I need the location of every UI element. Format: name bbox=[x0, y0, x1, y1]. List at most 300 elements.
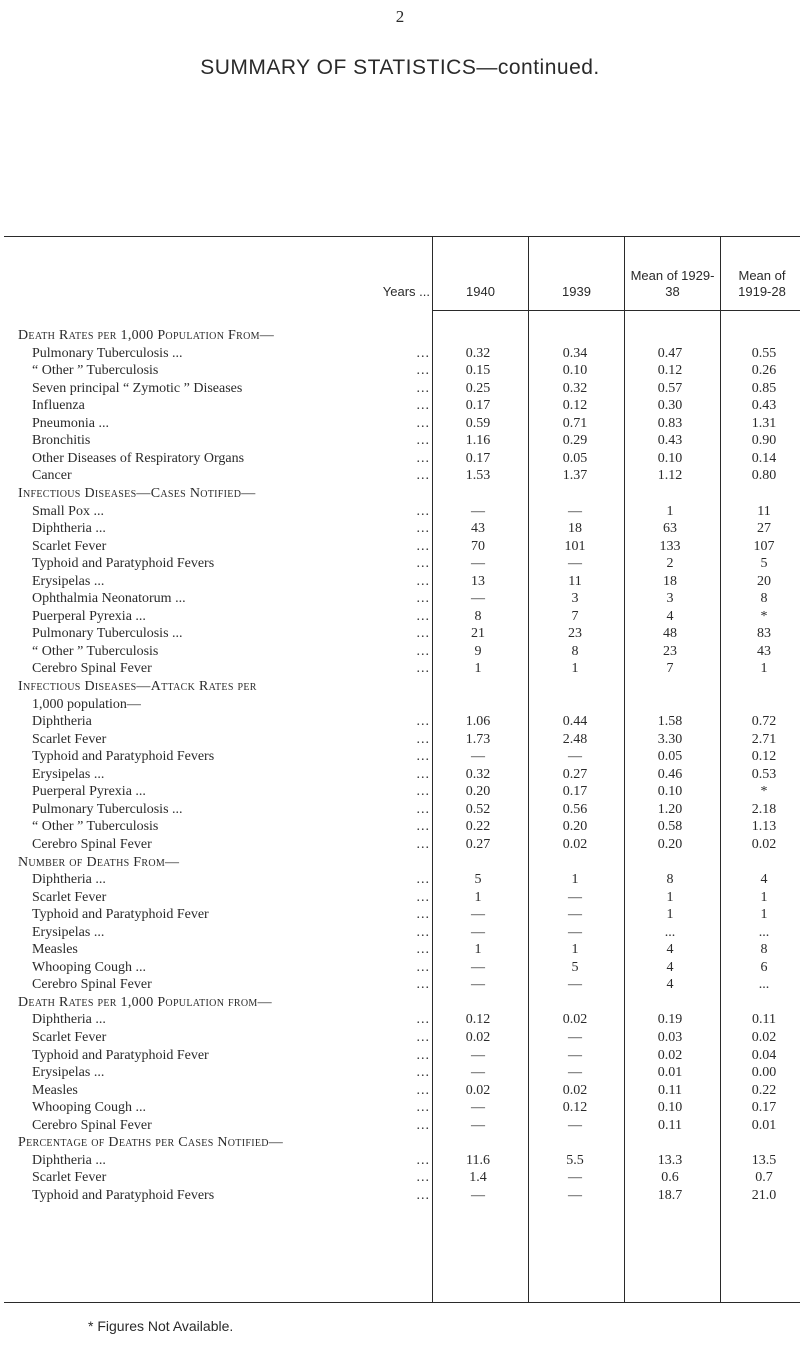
row-label: Diphtheria ... bbox=[32, 1012, 106, 1028]
row-label: Scarlet Fever bbox=[32, 538, 107, 554]
table-row bbox=[0, 1029, 800, 1046]
row-label: “ Other ” Tuberculosis bbox=[32, 363, 159, 379]
table-cell: 8 bbox=[571, 643, 579, 659]
table-cell: 48 bbox=[663, 626, 677, 642]
leader-dots: ... bbox=[416, 1012, 430, 1028]
table-cell: 0.72 bbox=[751, 714, 777, 730]
table-cell: 23 bbox=[663, 643, 677, 659]
column-header: Mean of 1929-38 bbox=[630, 268, 715, 299]
leader-dots: ... bbox=[416, 1030, 430, 1045]
table-row bbox=[0, 503, 800, 520]
table-cell: — bbox=[471, 907, 485, 923]
table-row bbox=[0, 713, 800, 730]
table-cell: 0.11 bbox=[658, 1117, 682, 1133]
table-cell: 8 bbox=[760, 591, 768, 607]
table-bottom-rule bbox=[4, 1302, 800, 1303]
table-cell: * bbox=[760, 608, 768, 624]
row-label: Cerebro Spinal Fever bbox=[32, 1117, 152, 1133]
row-label: Ophthalmia Neonatorum ... bbox=[32, 591, 186, 607]
column-header: 1939 bbox=[562, 284, 591, 299]
row-label: Diphtheria ... bbox=[32, 872, 106, 888]
table-row bbox=[0, 1082, 800, 1099]
table-cell: — bbox=[568, 889, 582, 905]
table-cell: 0.57 bbox=[657, 380, 683, 396]
table-row bbox=[0, 467, 800, 484]
table-cell: — bbox=[568, 503, 582, 519]
table-cell: 18.7 bbox=[657, 1187, 683, 1203]
table-cell: — bbox=[568, 1170, 582, 1186]
table-cell: 0.17 bbox=[751, 1100, 777, 1116]
leader-dots: ... bbox=[416, 872, 430, 888]
table-cell: — bbox=[471, 977, 485, 993]
table-cell: 0.53 bbox=[751, 766, 777, 782]
table-cell: 107 bbox=[753, 538, 775, 554]
table-cell: 1.58 bbox=[657, 714, 683, 730]
table-row bbox=[0, 555, 800, 572]
table-cell: 0.11 bbox=[658, 1082, 682, 1098]
row-label: Erysipelas ... bbox=[32, 766, 105, 782]
section-heading bbox=[0, 485, 800, 502]
row-label: Erysipelas ... bbox=[32, 1065, 105, 1081]
leader-dots: ... bbox=[416, 942, 430, 958]
table-cell: 0.10 bbox=[657, 450, 683, 466]
table-cell: 0.27 bbox=[562, 766, 588, 782]
table-cell: 0.26 bbox=[751, 363, 777, 379]
table-cell: 0.80 bbox=[751, 468, 777, 484]
table-cell: 0.10 bbox=[657, 1100, 683, 1116]
table-cell: 1 bbox=[760, 907, 768, 923]
leader-dots: ... bbox=[416, 819, 430, 835]
table-cell: 9 bbox=[474, 643, 482, 659]
table-cell: — bbox=[568, 1117, 582, 1133]
section-heading bbox=[0, 696, 800, 713]
leader-dots: ... bbox=[416, 749, 430, 765]
table-row bbox=[0, 590, 800, 607]
table-row bbox=[0, 748, 800, 765]
table-cell: 0.6 bbox=[661, 1170, 679, 1186]
row-label: Typhoid and Paratyphoid Fevers bbox=[32, 556, 215, 572]
leader-dots: ... bbox=[416, 1117, 430, 1133]
row-label: Typhoid and Paratyphoid Fever bbox=[32, 907, 209, 923]
table-cell: 11 bbox=[757, 503, 771, 519]
section-heading bbox=[0, 854, 800, 871]
table-row bbox=[0, 889, 800, 906]
section-heading bbox=[0, 1134, 800, 1151]
table-cell: 0.02 bbox=[751, 1030, 777, 1045]
table-cell: — bbox=[568, 977, 582, 993]
table-cell: 1 bbox=[571, 942, 579, 958]
table-cell: 0.10 bbox=[657, 784, 683, 800]
table-cell: 1.13 bbox=[751, 819, 777, 835]
table-cell: — bbox=[568, 1187, 582, 1203]
leader-dots: ... bbox=[416, 784, 430, 800]
table-cell: 83 bbox=[757, 626, 771, 642]
table-row bbox=[0, 432, 800, 449]
table-cell: 4 bbox=[666, 959, 674, 975]
table-row bbox=[0, 959, 800, 976]
leader-dots: ... bbox=[416, 977, 430, 993]
table-cell: 0.02 bbox=[562, 836, 588, 852]
table-cell: 0.12 bbox=[465, 1012, 491, 1028]
table-row bbox=[0, 380, 800, 397]
row-label: Influenza bbox=[32, 398, 85, 414]
table-cell: 1 bbox=[760, 661, 768, 677]
table-row bbox=[0, 871, 800, 888]
table-row bbox=[0, 608, 800, 625]
table-cell: 0.46 bbox=[657, 766, 683, 782]
table-row bbox=[0, 1117, 800, 1134]
row-label: Cerebro Spinal Fever bbox=[32, 977, 152, 993]
table-cell: 1.4 bbox=[469, 1170, 487, 1186]
table-row bbox=[0, 1187, 800, 1204]
section-heading bbox=[0, 994, 800, 1011]
leader-dots: ... bbox=[416, 1082, 430, 1098]
table-cell: 0.47 bbox=[657, 345, 683, 361]
table-cell: 18 bbox=[663, 573, 677, 589]
table-cell: 4 bbox=[666, 977, 674, 993]
leader-dots: ... bbox=[416, 1152, 430, 1168]
table-cell: 27 bbox=[757, 521, 771, 537]
section-label: Death Rates per 1,000 Population From— bbox=[18, 328, 275, 343]
table-cell: 0.01 bbox=[751, 1117, 777, 1133]
section-label: 1,000 population— bbox=[32, 696, 141, 712]
table-cell: — bbox=[568, 924, 582, 940]
table-row bbox=[0, 1169, 800, 1186]
table-cell: 2.48 bbox=[562, 731, 588, 747]
row-label: Small Pox ... bbox=[32, 503, 104, 519]
table-cell: 1 bbox=[571, 661, 579, 677]
leader-dots: ... bbox=[416, 643, 430, 659]
table-cell: 8 bbox=[474, 608, 482, 624]
table-cell: — bbox=[568, 556, 582, 572]
table-cell: 0.17 bbox=[465, 450, 491, 466]
leader-dots: ... bbox=[416, 468, 430, 484]
table-cell: 0.52 bbox=[465, 801, 491, 817]
table-cell: 0.02 bbox=[465, 1030, 491, 1045]
table-cell: 0.02 bbox=[657, 1047, 683, 1063]
table-cell: 13 bbox=[471, 573, 485, 589]
table-cell: 0.83 bbox=[657, 415, 683, 431]
leader-dots: ... bbox=[416, 433, 430, 449]
table-cell: 0.05 bbox=[657, 749, 683, 765]
table-cell: 0.7 bbox=[755, 1170, 773, 1186]
leader-dots: ... bbox=[416, 538, 430, 554]
leader-dots: ... bbox=[416, 924, 430, 940]
table-cell: 133 bbox=[659, 538, 681, 554]
table-cell: 23 bbox=[568, 626, 582, 642]
table-cell: — bbox=[471, 924, 485, 940]
table-cell: 0.11 bbox=[752, 1012, 776, 1028]
table-cell: 1.31 bbox=[751, 415, 777, 431]
table-row bbox=[0, 415, 800, 432]
table-cell: 0.12 bbox=[751, 749, 777, 765]
table-cell: 0.17 bbox=[562, 784, 588, 800]
table-cell: 0.59 bbox=[465, 415, 491, 431]
table-cell: — bbox=[471, 503, 485, 519]
section-label: Number of Deaths From— bbox=[18, 854, 180, 870]
table-row bbox=[0, 1099, 800, 1116]
table-cell: 0.05 bbox=[562, 450, 588, 466]
table-row bbox=[0, 538, 800, 555]
table-cell: 13.5 bbox=[751, 1152, 777, 1168]
table-cell: 1.37 bbox=[562, 468, 588, 484]
row-label: Puerperal Pyrexia ... bbox=[32, 608, 146, 624]
table-cell: 1 bbox=[474, 942, 482, 958]
page-number: 2 bbox=[395, 7, 405, 26]
table-row bbox=[0, 1011, 800, 1028]
table-row bbox=[0, 1047, 800, 1064]
table-row bbox=[0, 362, 800, 379]
table-cell: 1.06 bbox=[465, 714, 491, 730]
row-label: Erysipelas ... bbox=[32, 573, 105, 589]
leader-dots: ... bbox=[416, 1100, 430, 1116]
table-cell: 5.5 bbox=[566, 1152, 584, 1168]
leader-dots: ... bbox=[416, 345, 430, 361]
table-cell: 43 bbox=[757, 643, 771, 659]
table-cell: — bbox=[471, 1117, 485, 1133]
row-label: Whooping Cough ... bbox=[32, 1100, 146, 1116]
table-cell: 5 bbox=[474, 872, 482, 888]
header-bottom-rule bbox=[432, 310, 800, 311]
leader-dots: ... bbox=[416, 450, 430, 466]
table-cell: 0.34 bbox=[562, 345, 588, 361]
row-label: Scarlet Fever bbox=[32, 731, 107, 747]
row-label: Erysipelas ... bbox=[32, 924, 105, 940]
table-cell: 0.02 bbox=[562, 1012, 588, 1028]
table-cell: — bbox=[471, 591, 485, 607]
leader-dots: ... bbox=[416, 626, 430, 642]
table-cell: 4 bbox=[666, 608, 674, 624]
row-label: Bronchitis bbox=[32, 433, 91, 449]
row-label: Measles bbox=[32, 1082, 78, 1098]
row-label: Whooping Cough ... bbox=[32, 959, 146, 975]
table-cell: — bbox=[471, 1065, 485, 1081]
leader-dots: ... bbox=[416, 1170, 430, 1186]
leader-dots: ... bbox=[416, 1065, 430, 1081]
table-cell: 0.03 bbox=[657, 1030, 683, 1045]
table-row bbox=[0, 731, 800, 748]
row-label: Diphtheria ... bbox=[32, 1152, 106, 1168]
section-heading bbox=[0, 327, 800, 344]
leader-dots: ... bbox=[416, 889, 430, 905]
row-label: Typhoid and Paratyphoid Fever bbox=[32, 1047, 209, 1063]
table-row bbox=[0, 573, 800, 590]
page-title: SUMMARY OF STATISTICS—continued. bbox=[200, 56, 600, 79]
leader-dots: ... bbox=[416, 907, 430, 923]
table-row bbox=[0, 520, 800, 537]
table-cell: 0.85 bbox=[751, 380, 777, 396]
table-row bbox=[0, 976, 800, 993]
table-cell: 1 bbox=[571, 872, 579, 888]
row-label: Typhoid and Paratyphoid Fevers bbox=[32, 1187, 215, 1203]
section-label: Death Rates per 1,000 Population from— bbox=[18, 994, 272, 1010]
table-cell: 0.22 bbox=[465, 819, 491, 835]
table-cell: 20 bbox=[757, 573, 771, 589]
table-row bbox=[0, 906, 800, 923]
table-cell: — bbox=[471, 1187, 485, 1203]
table-cell: 1 bbox=[666, 907, 674, 923]
table-row bbox=[0, 1064, 800, 1081]
table-cell: 1 bbox=[760, 889, 768, 905]
row-label: Cancer bbox=[32, 468, 72, 484]
leader-dots: ... bbox=[416, 801, 430, 817]
column-header: Mean of 1919-28 bbox=[738, 268, 786, 299]
footnote: * Figures Not Available. bbox=[88, 1318, 234, 1334]
table-cell: 2 bbox=[666, 556, 674, 572]
leader-dots: ... bbox=[416, 415, 430, 431]
table-cell: ... bbox=[758, 977, 770, 993]
table-cell: — bbox=[471, 556, 485, 572]
row-label: Typhoid and Paratyphoid Fevers bbox=[32, 749, 215, 765]
table-cell: ... bbox=[664, 924, 676, 940]
table-row bbox=[0, 783, 800, 800]
table-cell: — bbox=[568, 907, 582, 923]
row-label: Seven principal “ Zymotic ” Diseases bbox=[32, 380, 243, 396]
table-cell: 1.20 bbox=[657, 801, 683, 817]
table-cell: — bbox=[568, 749, 582, 765]
table-row bbox=[0, 836, 800, 853]
table-cell: 0.20 bbox=[657, 836, 683, 852]
table-cell: 0.17 bbox=[465, 398, 491, 414]
row-label: Pulmonary Tuberculosis ... bbox=[32, 345, 183, 361]
table-cell: 21.0 bbox=[751, 1187, 777, 1203]
leader-dots: ... bbox=[416, 573, 430, 589]
table-cell: 0.19 bbox=[657, 1012, 683, 1028]
table-cell: 0.14 bbox=[751, 450, 777, 466]
table-cell: 0.20 bbox=[465, 784, 491, 800]
table-cell: 2.71 bbox=[751, 731, 777, 747]
table-cell: 11.6 bbox=[466, 1152, 490, 1168]
table-row bbox=[0, 1152, 800, 1169]
table-cell: 0.58 bbox=[657, 819, 683, 835]
leader-dots: ... bbox=[416, 836, 430, 852]
table-cell: 0.01 bbox=[657, 1065, 683, 1081]
table-cell: 0.00 bbox=[751, 1065, 777, 1081]
table-cell: 0.44 bbox=[562, 714, 588, 730]
leader-dots: ... bbox=[416, 556, 430, 572]
leader-dots: ... bbox=[416, 363, 430, 379]
table-cell: 0.25 bbox=[465, 380, 491, 396]
row-label: Scarlet Fever bbox=[32, 1170, 107, 1186]
table-cell: — bbox=[471, 749, 485, 765]
row-label: Scarlet Fever bbox=[32, 1030, 107, 1045]
table-cell: 8 bbox=[666, 872, 674, 888]
row-label: Puerperal Pyrexia ... bbox=[32, 784, 146, 800]
table-cell: 1.73 bbox=[465, 731, 491, 747]
row-label: “ Other ” Tuberculosis bbox=[32, 643, 159, 659]
leader-dots: ... bbox=[416, 503, 430, 519]
table-cell: — bbox=[471, 959, 485, 975]
leader-dots: ... bbox=[416, 591, 430, 607]
row-label: Pulmonary Tuberculosis ... bbox=[32, 626, 183, 642]
table-cell: 0.02 bbox=[465, 1082, 491, 1098]
leader-dots: ... bbox=[416, 521, 430, 537]
table-row bbox=[0, 801, 800, 818]
table-row bbox=[0, 450, 800, 467]
section-heading bbox=[0, 678, 800, 695]
table-row bbox=[0, 345, 800, 362]
table-cell: — bbox=[568, 1047, 582, 1063]
table-cell: 3.30 bbox=[657, 731, 683, 747]
leader-dots: ... bbox=[416, 959, 430, 975]
leader-dots: ... bbox=[416, 1047, 430, 1063]
table-cell: * bbox=[760, 784, 768, 800]
table-cell: 11 bbox=[568, 573, 582, 589]
leader-dots: ... bbox=[416, 731, 430, 747]
leader-dots: ... bbox=[416, 608, 430, 624]
table-cell: 0.43 bbox=[751, 398, 777, 414]
row-label: Cerebro Spinal Fever bbox=[32, 661, 152, 677]
table-cell: 0.71 bbox=[562, 415, 588, 431]
row-label: Other Diseases of Respiratory Organs bbox=[32, 450, 245, 466]
table-cell: — bbox=[471, 1100, 485, 1116]
table-cell: 3 bbox=[666, 591, 674, 607]
row-label: Diphtheria bbox=[32, 714, 92, 730]
table-cell: 2.18 bbox=[751, 801, 777, 817]
row-label: Pneumonia ... bbox=[32, 415, 109, 431]
table-cell: 0.22 bbox=[751, 1082, 777, 1098]
table-cell: ... bbox=[758, 924, 770, 940]
table-cell: 0.10 bbox=[562, 363, 588, 379]
table-cell: 0.32 bbox=[465, 766, 491, 782]
table-cell: 0.29 bbox=[562, 433, 588, 449]
table-cell: 0.02 bbox=[751, 836, 777, 852]
table-cell: 0.30 bbox=[657, 398, 683, 414]
table-cell: 0.15 bbox=[465, 363, 491, 379]
table-cell: 0.32 bbox=[562, 380, 588, 396]
section-label: Infectious Diseases—Attack Rates per bbox=[18, 679, 257, 694]
table-cell: 8 bbox=[760, 942, 768, 958]
row-label: “ Other ” Tuberculosis bbox=[32, 819, 159, 835]
table-cell: 0.04 bbox=[751, 1047, 777, 1063]
table-row bbox=[0, 643, 800, 660]
table-cell: 0.32 bbox=[465, 345, 491, 361]
leader-dots: ... bbox=[416, 398, 430, 414]
row-label: Diphtheria ... bbox=[32, 521, 106, 537]
table-cell: 3 bbox=[571, 591, 579, 607]
table-cell: 0.55 bbox=[751, 345, 777, 361]
row-label: Scarlet Fever bbox=[32, 889, 107, 905]
table-cell: 0.56 bbox=[562, 801, 588, 817]
table-cell: 63 bbox=[663, 521, 677, 537]
table-cell: 0.12 bbox=[562, 1100, 588, 1116]
table-row bbox=[0, 625, 800, 642]
table-cell: 1 bbox=[474, 889, 482, 905]
table-cell: 5 bbox=[571, 959, 579, 975]
table-cell: 21 bbox=[471, 626, 485, 642]
table-row bbox=[0, 766, 800, 783]
table-cell: 7 bbox=[571, 608, 579, 624]
column-header: 1940 bbox=[466, 284, 495, 299]
table-cell: 0.20 bbox=[562, 819, 588, 835]
table-row bbox=[0, 941, 800, 958]
table-cell: 0.12 bbox=[562, 398, 588, 414]
section-label: Percentage of Deaths per Cases Notified— bbox=[18, 1135, 284, 1151]
table-cell: 1.12 bbox=[657, 468, 683, 484]
row-label: Measles bbox=[32, 942, 78, 958]
table-cell: — bbox=[471, 1047, 485, 1063]
years-header: Years ... bbox=[382, 284, 430, 299]
table-top-rule bbox=[4, 236, 800, 237]
table-row bbox=[0, 924, 800, 941]
table-cell: 1 bbox=[474, 661, 482, 677]
table-cell: 0.27 bbox=[465, 836, 491, 852]
table-cell: — bbox=[568, 1030, 582, 1045]
table-cell: 1.53 bbox=[465, 468, 491, 484]
table-row bbox=[0, 660, 800, 677]
leader-dots: ... bbox=[416, 714, 430, 730]
table-cell: 1 bbox=[666, 503, 674, 519]
